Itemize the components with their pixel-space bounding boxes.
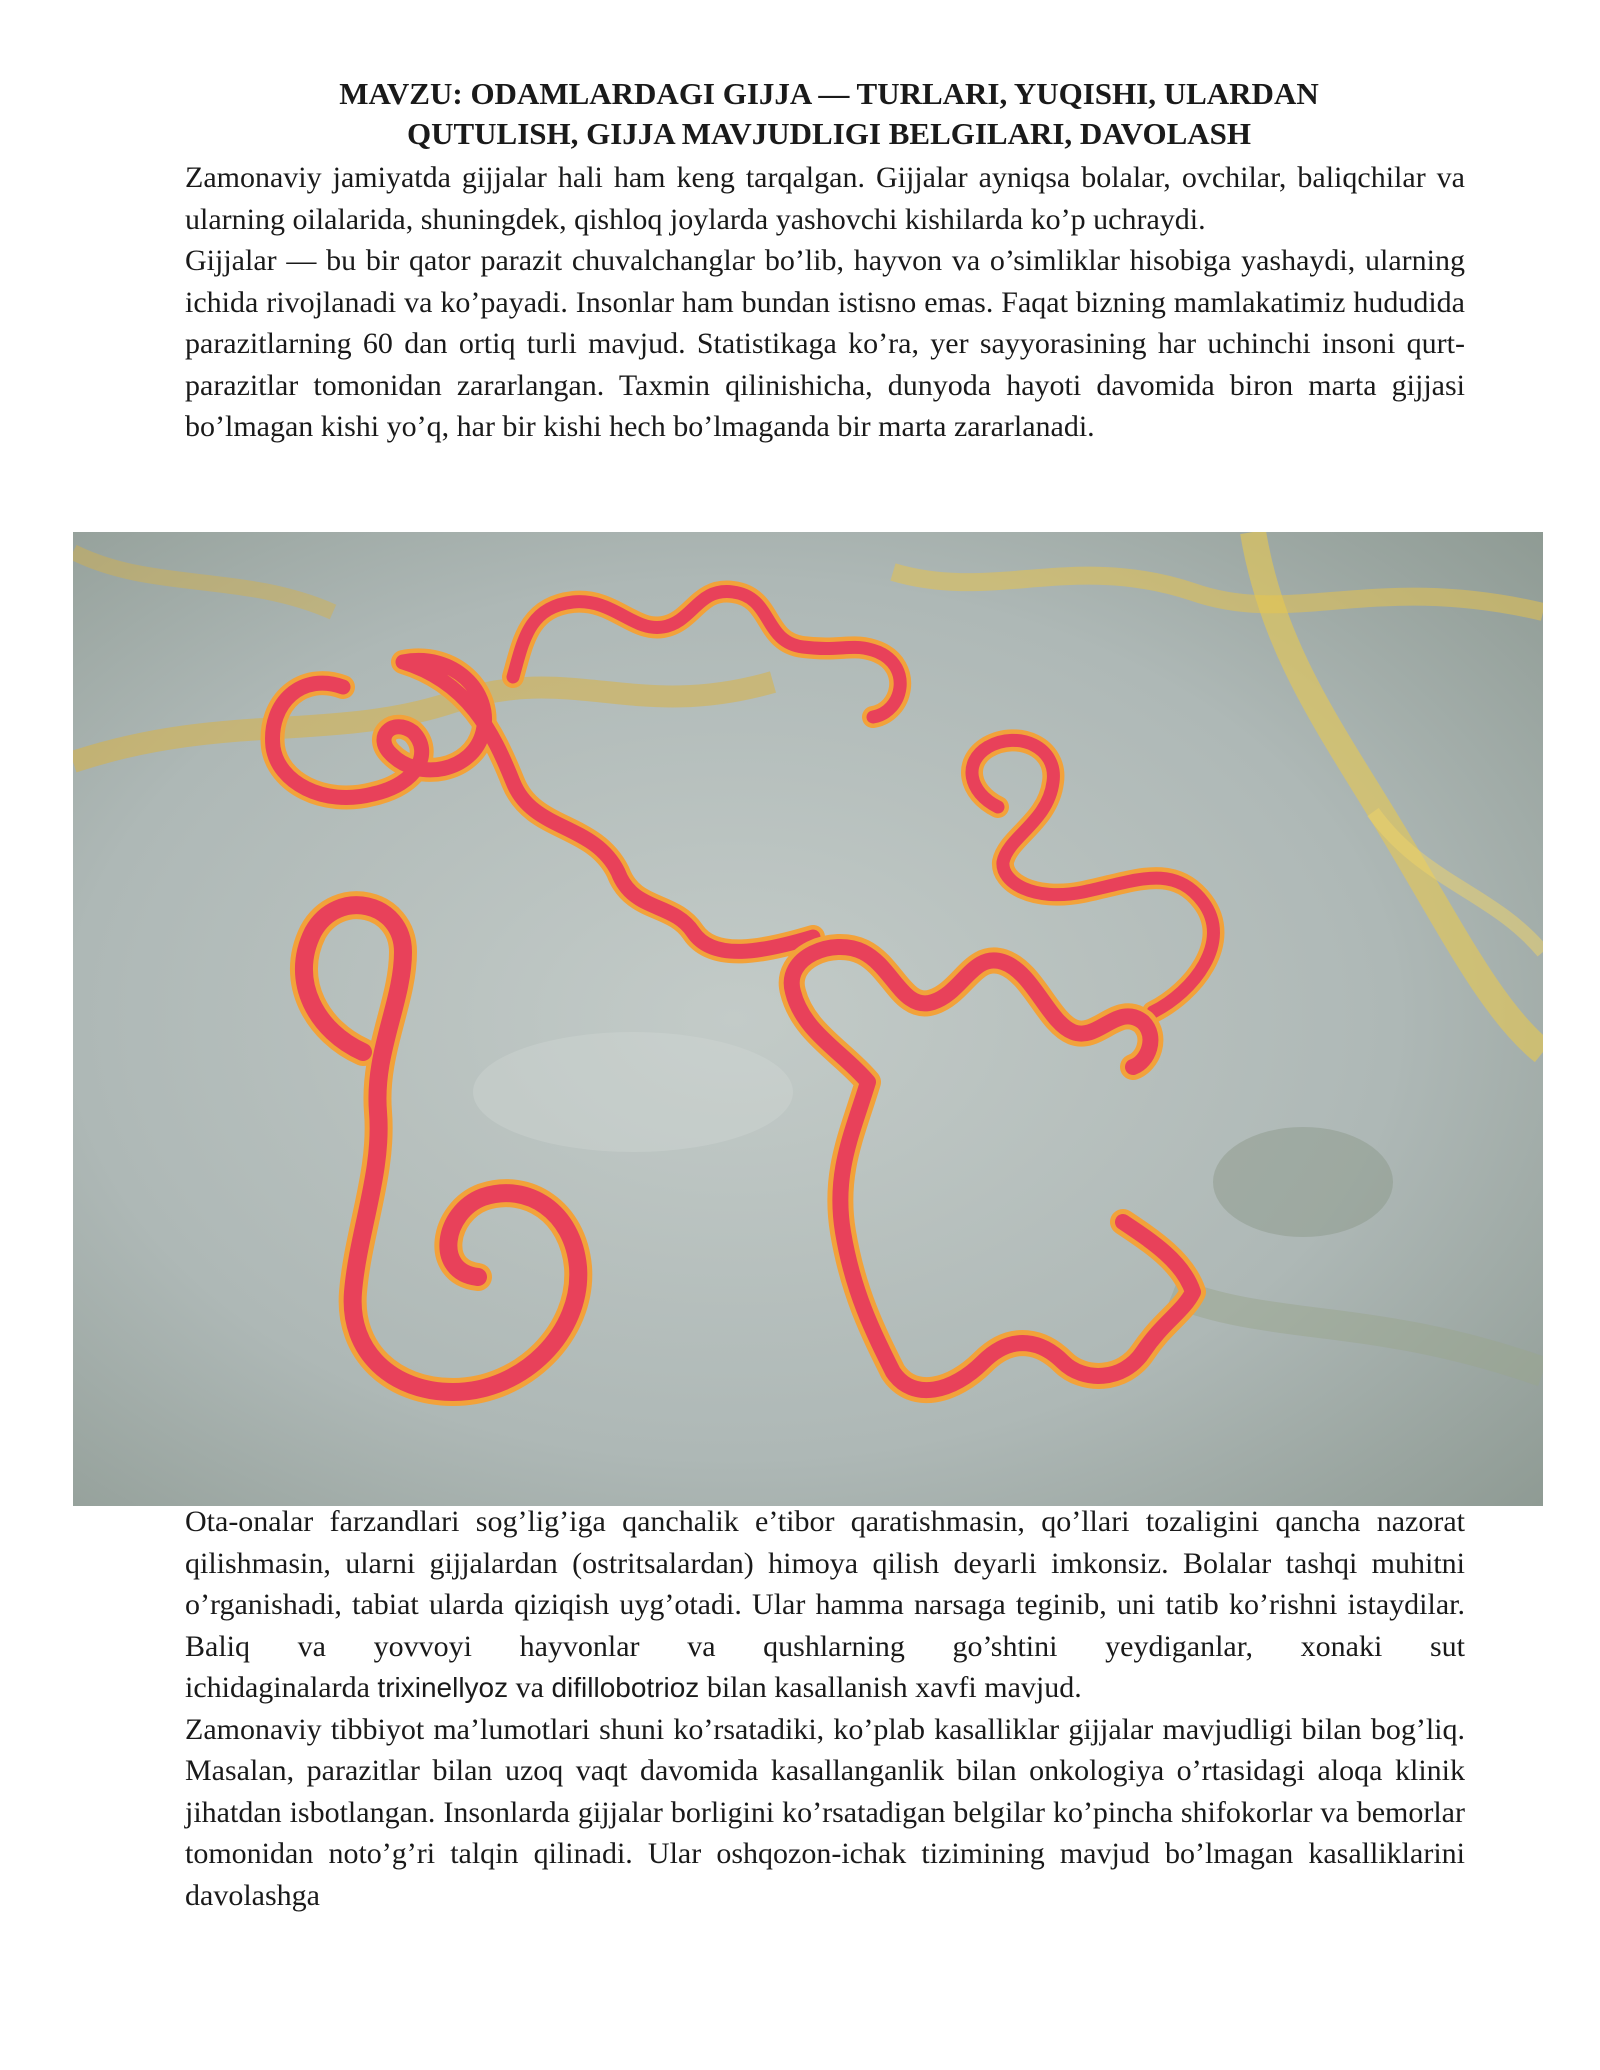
term-difillobotrioz: difillobotrioz	[551, 1672, 700, 1703]
title-line-2: QUTULISH, GIJJA MAVJUDLIGI BELGILARI, DAVOLASH	[406, 116, 1252, 151]
intro-text-block	[185, 157, 1465, 448]
page-title	[185, 74, 1473, 154]
term-trixinellyoz: trixinellyoz	[377, 1672, 509, 1703]
title-line-1: MAVZU: ODAMLARDAGI GIJJA — TURLARI, YUQISHI, ULARDAN	[339, 76, 1319, 111]
paragraph-1: Zamonaviy jamiyatda gijjalar hali ham keng tarqalgan. Gijjalar ayniqsa bolalar, ovchilar, baliqchilar va ularning oilalarida, shuningdek, qishloq joylarda yashovchi kishilarda ko’p uchraydi.	[185, 161, 1465, 236]
paragraph-3-part-2	[185, 1667, 1465, 1709]
worms-illustration	[73, 532, 1543, 1506]
body-text-block	[185, 1501, 1465, 1916]
worms-image	[73, 532, 1543, 1506]
paragraph-3-part-1: Ota-onalar farzandlari sog’lig’iga qanchalik e’tibor qaratishmasin, qo’llari tozaligini qancha nazorat qilishmasin, ularni gijjalardan (ostritsalardan) himoya qilish deyarli imkonsiz. Bolalar tashqi muhitni o’rganishadi, tabiat ularda qiziqish uyg’otadi. Ular hamma narsaga teginib, uni tatib ko’rishni istaydilar. Baliq va yovvoyi hayvonlar va qushlarning go’shtini yeydiganlar, xonaki sut	[185, 1505, 1465, 1663]
paragraph-2: Gijjalar — bu bir qator parazit chuvalchanglar bo’lib, hayvon va o’simliklar hisobiga yashaydi, ularning ichida rivojlanadi va ko’payadi. Insonlar ham bundan istisno emas. Faqat bizning mamlakatimiz hududida parazitlarning 60 dan ortiq turli mavjud. Statistikaga ko’ra, yer sayyorasining har uchinchi insoni qurt-parazitlar tomonidan zararlangan. Taxmin qilinishicha, dunyoda hayoti davomida biron marta gijjasi bo’lmagan kishi yo’q, har bir kishi hech bo’lmaganda bir marta zararlanadi.	[185, 244, 1465, 443]
paragraph-4: Zamonaviy tibbiyot ma’lumotlari shuni ko’rsatadiki, ko’plab kasalliklar gijjalar mavjudligi bilan bog’liq. Masalan, parazitlar bilan uzoq vaqt davomida kasallanganlik bilan onkologiya o’rtasidagi aloqa klinik jihatdan isbotlangan. Insonlarda gijjalar borligini ko’rsatadigan belgilar ko’pincha shifokorlar va bemorlar tomonidan noto’g’ri talqin qilinadi. Ular oshqozon-ichak tizimining mavjud bo’lmagan kasalliklarini davolashga	[185, 1712, 1465, 1912]
paragraph-3-text-a: ichidaginalarda	[185, 1671, 378, 1704]
paragraph-3-text-c: bilan kasallanish xavfi mavjud.	[699, 1671, 1082, 1704]
paragraph-3-text-b: va	[508, 1671, 552, 1704]
